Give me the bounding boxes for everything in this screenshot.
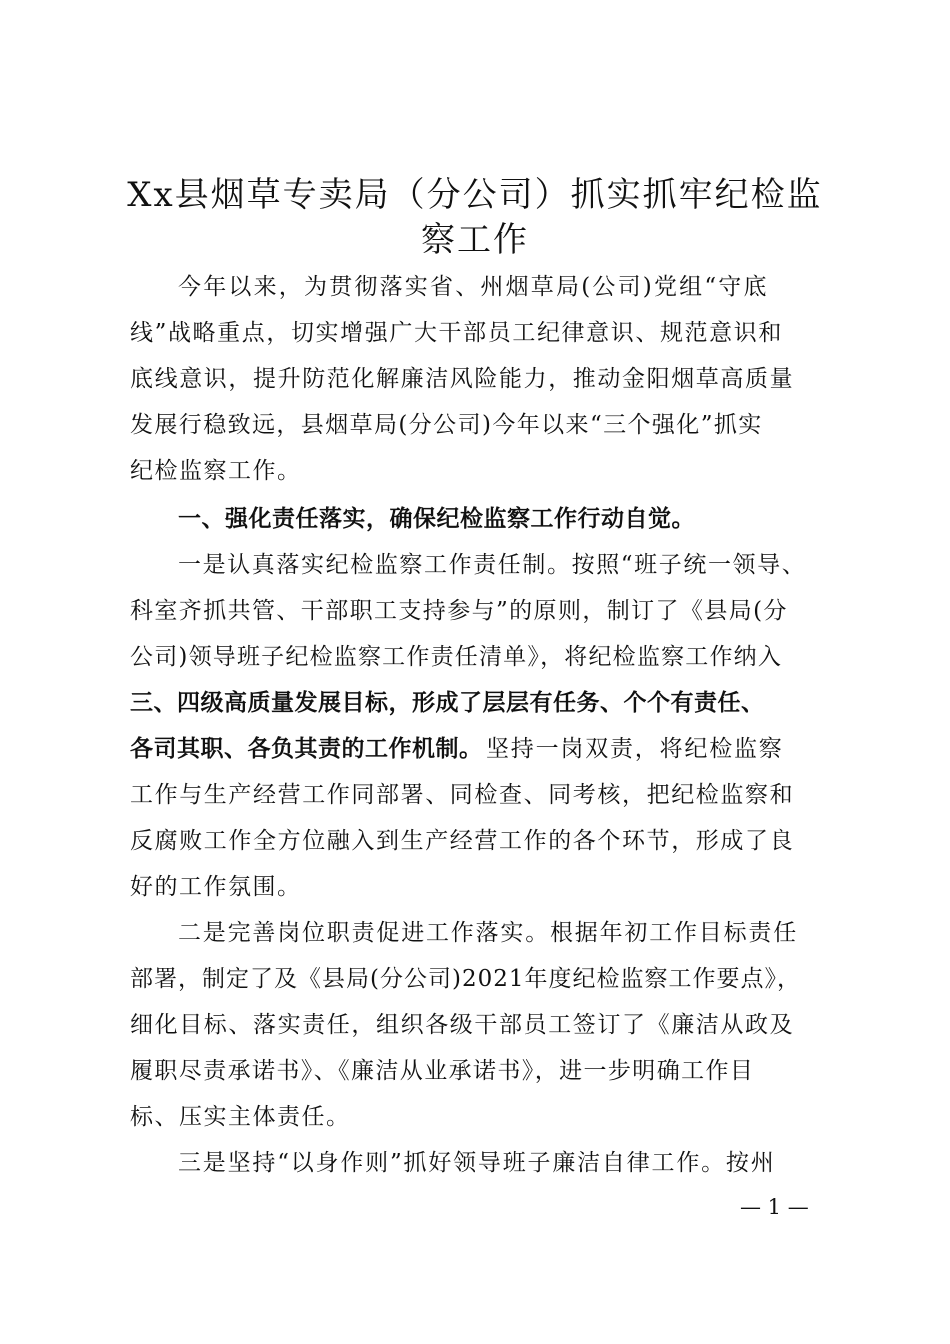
paragraph-1-line-1: 今年以来，为贯彻落实省、州烟草局(公司)党组“守底 (178, 274, 769, 300)
paragraph-1-line-5: 纪检监察工作。 (130, 458, 302, 484)
paragraph-4-line-1: 三是坚持“以身作则”抓好领导班子廉洁自律工作。按州 (178, 1150, 776, 1176)
page-number: — 1 — (740, 1195, 809, 1219)
paragraph-3-line-1: 二是完善岗位职责促进工作落实。根据年初工作目标责任 (178, 920, 798, 946)
section-heading-1: 一、强化责任落实，确保纪检监察工作行动自觉。 (178, 506, 695, 532)
paragraph-3-line-4: 履职尽责承诺书》、《廉洁从业承诺书》，进一步明确工作目 (130, 1058, 755, 1084)
paragraph-2-line-2: 科室齐抓共管、干部职工支持参与”的原则，制订了《县局(分 (130, 598, 788, 624)
paragraph-3-line-3: 细化目标、落实责任，组织各级干部员工签订了《廉洁从政及 (130, 1012, 795, 1038)
document-title-line-2: 察工作 (421, 220, 529, 260)
document-title-line-1: Xx县烟草专卖局（分公司）抓实抓牢纪检监 (127, 175, 823, 215)
paragraph-2-line-5-bold: 各司其职、各负其责的工作机制。 (130, 736, 483, 762)
paragraph-2-line-4-bold: 三、四级高质量发展目标，形成了层层有任务、个个有责任、 (130, 690, 765, 716)
paragraph-2-line-1: 一是认真落实纪检监察工作责任制。按照“班子统一领导、 (178, 552, 807, 578)
paragraph-2-line-6: 工作与生产经营工作同部署、同检查、同考核，把纪检监察和 (130, 782, 795, 808)
paragraph-3-line-2: 部署，制定了及《县局(分公司)2021年度纪检监察工作要点》， (130, 966, 801, 992)
paragraph-2-line-7: 反腐败工作全方位融入到生产经营工作的各个环节，形成了良 (130, 828, 795, 854)
paragraph-2-line-8: 好的工作氛围。 (130, 874, 302, 900)
paragraph-3-line-5: 标、压实主体责任。 (130, 1104, 351, 1130)
paragraph-2-line-3: 公司)领导班子纪检监察工作责任清单》，将纪检监察工作纳入 (130, 644, 783, 670)
paragraph-1-line-3: 底线意识，提升防范化解廉洁风险能力，推动金阳烟草高质量 (130, 366, 795, 392)
paragraph-1-line-2: 线”战略重点，切实增强广大干部员工纪律意识、规范意识和 (130, 320, 783, 346)
paragraph-1-line-4: 发展行稳致远，县烟草局(分公司)今年以来“三个强化”抓实 (130, 412, 763, 438)
paragraph-2-line-5-normal: 坚持一岗双责，将纪检监察 (486, 736, 784, 762)
